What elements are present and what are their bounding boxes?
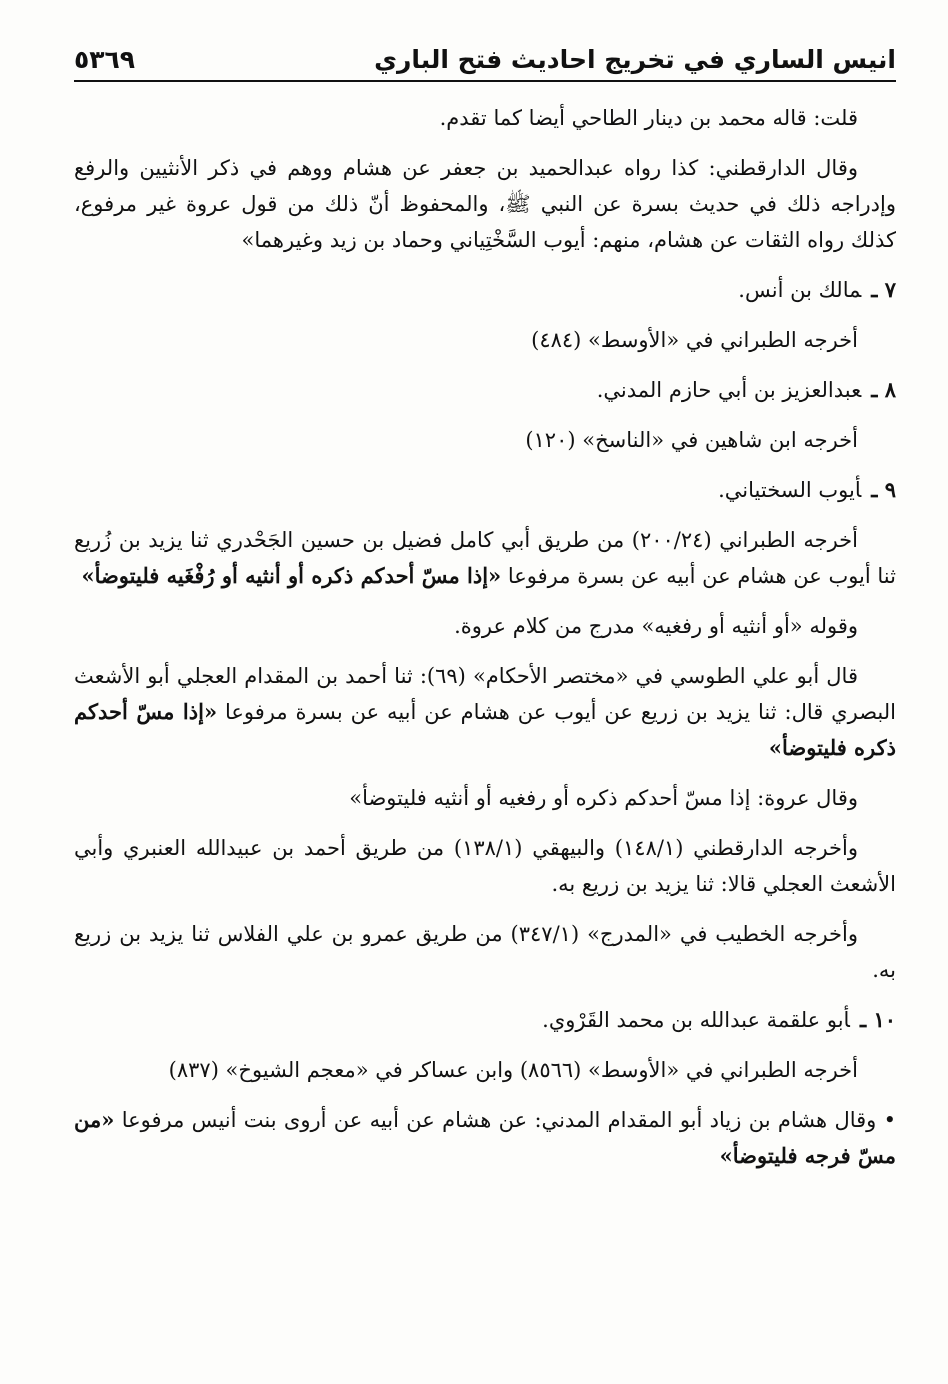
item-number: ٨ ـ (871, 377, 896, 402)
list-item-7 (74, 272, 896, 308)
list-item-9 (74, 472, 896, 508)
paragraph-daraqutni: وقال الدارقطني: كذا رواه عبدالحميد بن جعفر عن هشام ووهم في ذكر الأنثيين والرفع وإدراجه ذلك في حديث بسرة عن النبي ﷺ، والمحفوظ أنّ ذلك من قول عروة غير مرفوع، كذلك رواه الثقات عن هشام، منهم: أيوب السَّخْتِياني وحماد بن زيد وغيرهما» (74, 156, 896, 252)
paragraph-takhrij: أخرجه ابن شاهين في «الناسخ» (١٢٠) (525, 428, 858, 452)
text-run: قال أبو علي الطوسي في «مختصر الأحكام» (٦٩): ثنا أحمد بن المقدام العجلي أبو الأشعث البصري قال: ثنا يزيد بن زريع عن أيوب عن هشام عن أبيه عن بسرة مرفوعا (74, 664, 896, 724)
list-item-10 (74, 1002, 896, 1038)
item-text: أبو علقمة عبدالله بن محمد القَرْوي. (542, 1008, 850, 1032)
item-number: ٧ ـ (871, 277, 896, 302)
text-run: • وقال هشام بن زياد أبو المقدام المدني: عن هشام عن أبيه عن أروى بنت أنيس مرفوعا (114, 1108, 896, 1132)
hadith-text: «إذا مسّ أحدكم ذكره أو أنثيه أو رُفْغَيه فليتوضأ» (81, 563, 502, 588)
text-run: أخرجه الطبراني (٢٠٠/٢٤) من طريق أبي كامل فضيل بن حسين الجَحْدري ثنا يزيد بن زُريع ثنا أيوب عن هشام عن أبيه عن بسرة مرفوعا (74, 528, 896, 588)
hadith-text: «إذا مسّ أحدكم ذكره فليتوضأ» (74, 699, 896, 760)
item-text: مالك بن أنس. (738, 278, 862, 302)
item-text: عبدالعزيز بن أبي حازم المدني. (596, 378, 862, 402)
list-item-8 (74, 372, 896, 408)
page-number: ٥٣٦٩ (74, 45, 136, 74)
paragraph-bullet (74, 1102, 896, 1174)
paragraph-tusi (74, 658, 896, 766)
running-title: انيس الساري في تخريج احاديث فتح الباري (374, 45, 896, 74)
paragraph-takhrij: أخرجه الطبراني في «الأوسط» (٨٥٦٦) وابن عساكر في «معجم الشيوخ» (٨٣٧) (168, 1058, 858, 1082)
page-header (74, 34, 896, 82)
item-text: أيوب السختياني. (718, 478, 862, 502)
paragraph-urwa: وقال عروة: إذا مسّ أحدكم ذكره أو رفغيه أو أنثيه فليتوضأ» (349, 786, 858, 810)
hadith-text: «من مسّ فرجه فليتوضأ» (74, 1107, 896, 1168)
page-body (74, 82, 896, 1174)
paragraph-takhrij: وأخرجه الدارقطني (١٤٨/١) والبيهقي (١٣٨/١) من طريق أحمد بن عبيدالله العنبري وأبي الأشعث العجلي قالا: ثنا يزيد بن زريع به. (74, 836, 896, 896)
item-number: ١٠ ـ (859, 1007, 896, 1032)
item-number: ٩ ـ (871, 477, 896, 502)
paragraph-takhrij (74, 522, 896, 594)
paragraph-comment: وقوله «أو أنثيه أو رفغيه» مدرج من كلام عروة. (454, 614, 858, 638)
paragraph-note: قلت: قاله محمد بن دينار الطاحي أيضا كما تقدم. (439, 106, 858, 130)
paragraph-takhrij: وأخرجه الخطيب في «المدرج» (٣٤٧/١) من طريق عمرو بن علي الفلاس ثنا يزيد بن زريع به. (74, 922, 896, 982)
paragraph-takhrij: أخرجه الطبراني في «الأوسط» (٤٨٤) (531, 328, 858, 352)
